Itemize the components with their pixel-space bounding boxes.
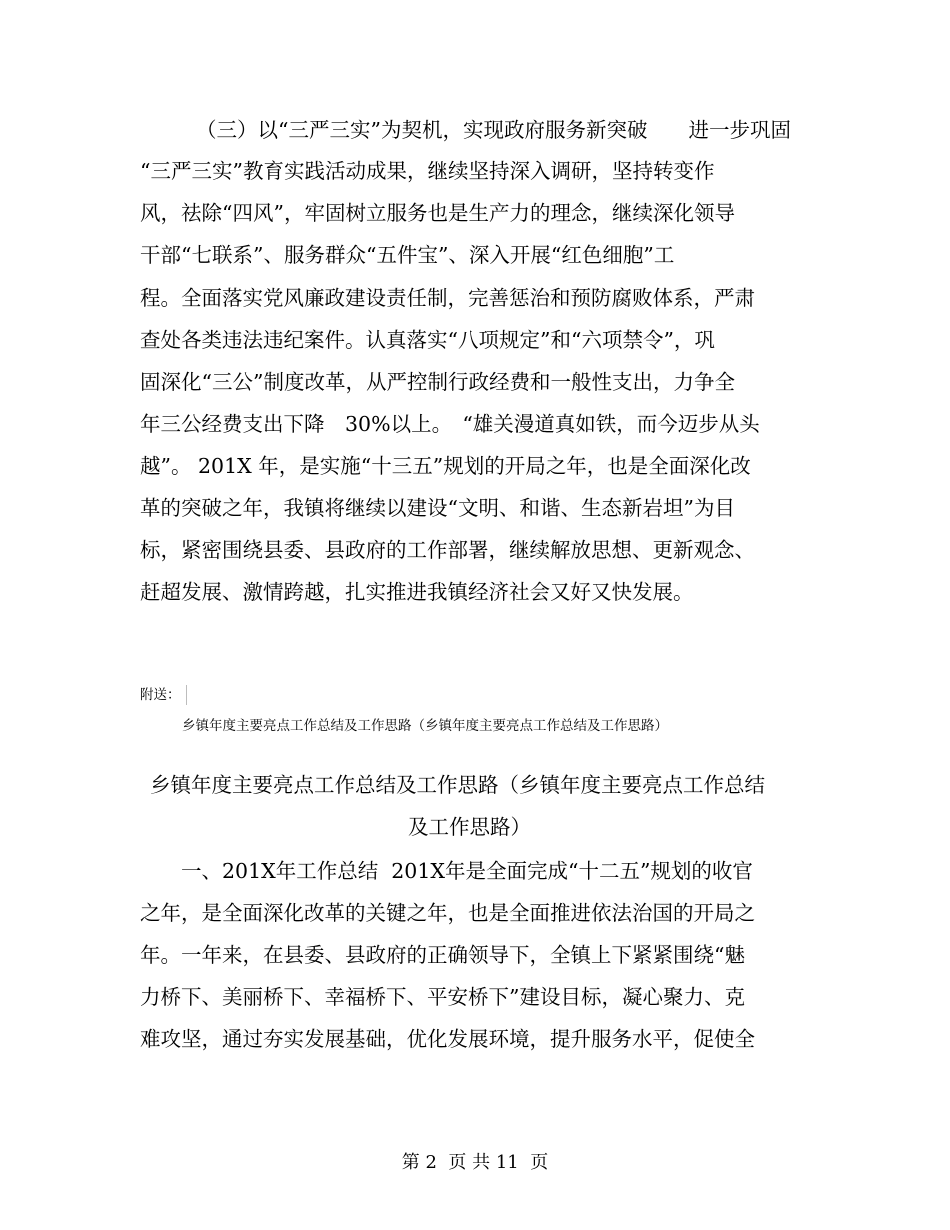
paragraph-line: 标，紧密围绕县委、县政府的工作部署，继续解放思想、更新观念、 — [140, 538, 755, 562]
paragraph-line: 年。一年来，在县委、县政府的正确领导下，全镇上下紧紧围绕“魅 — [140, 943, 745, 967]
annex-subtitle: 乡镇年度主要亮点工作总结及工作思路（乡镇年度主要亮点工作总结及工作思路） — [182, 718, 668, 734]
annex-divider — [186, 685, 187, 705]
paragraph-line: 力桥下、美丽桥下、幸福桥下、平安桥下”建设目标，凝心聚力、克 — [140, 985, 745, 1009]
annex-label: 附送： — [140, 687, 181, 703]
paragraph-line: 程。全面落实党风廉政建设责任制，完善惩治和预防腐败体系，严肃 — [140, 286, 755, 310]
page-number: 第 2 页 共 11 页 — [401, 1152, 549, 1173]
paragraph-line: （三）以“三严三实”为契机，实现政府服务新突破 进一步巩固 — [196, 118, 791, 142]
paragraph-line: “三严三实”教育实践活动成果，继续坚持深入调研，坚持转变作 — [140, 159, 715, 183]
paragraph-line: 查处各类违法违纪案件。认真落实“八项规定”和“六项禁令”，巩 — [140, 328, 715, 352]
title-line: 及工作思路） — [408, 815, 531, 839]
paragraph-line: 赶超发展、激情跨越，扎实推进我镇经济社会又好又快发展。 — [140, 580, 694, 604]
paragraph-line: 越”。 201X 年，是实施“十三五”规划的开局之年，也是全面深化改 — [140, 454, 751, 478]
paragraph-line: 干部“七联系”、服务群众“五件宝”、深入开展“红色细胞”工 — [140, 243, 675, 267]
title-line: 乡镇年度主要亮点工作总结及工作思路（乡镇年度主要亮点工作总结 — [150, 773, 765, 797]
paragraph-line: 之年，是全面深化改革的关键之年，也是全面推进依法治国的开局之 — [140, 901, 755, 925]
paragraph-line: 一、201X年工作总结 201X年是全面完成“十二五”规划的收官 — [181, 859, 753, 883]
paragraph-line: 革的突破之年，我镇将继续以建设“文明、和谐、生态新岩坦”为目 — [140, 496, 735, 520]
paragraph-line: 难攻坚，通过夯实发展基础，优化发展环境，提升服务水平，促使全 — [140, 1027, 755, 1051]
paragraph-line: 年三公经费支出下降 30%以上。 “雄关漫道真如铁，而今迈步从头 — [140, 412, 760, 436]
paragraph-line: 固深化“三公”制度改革，从严控制行政经费和一般性支出，力争全 — [140, 370, 735, 394]
paragraph-line: 风，祛除“四风”，牢固树立服务也是生产力的理念，继续深化领导 — [140, 201, 735, 225]
